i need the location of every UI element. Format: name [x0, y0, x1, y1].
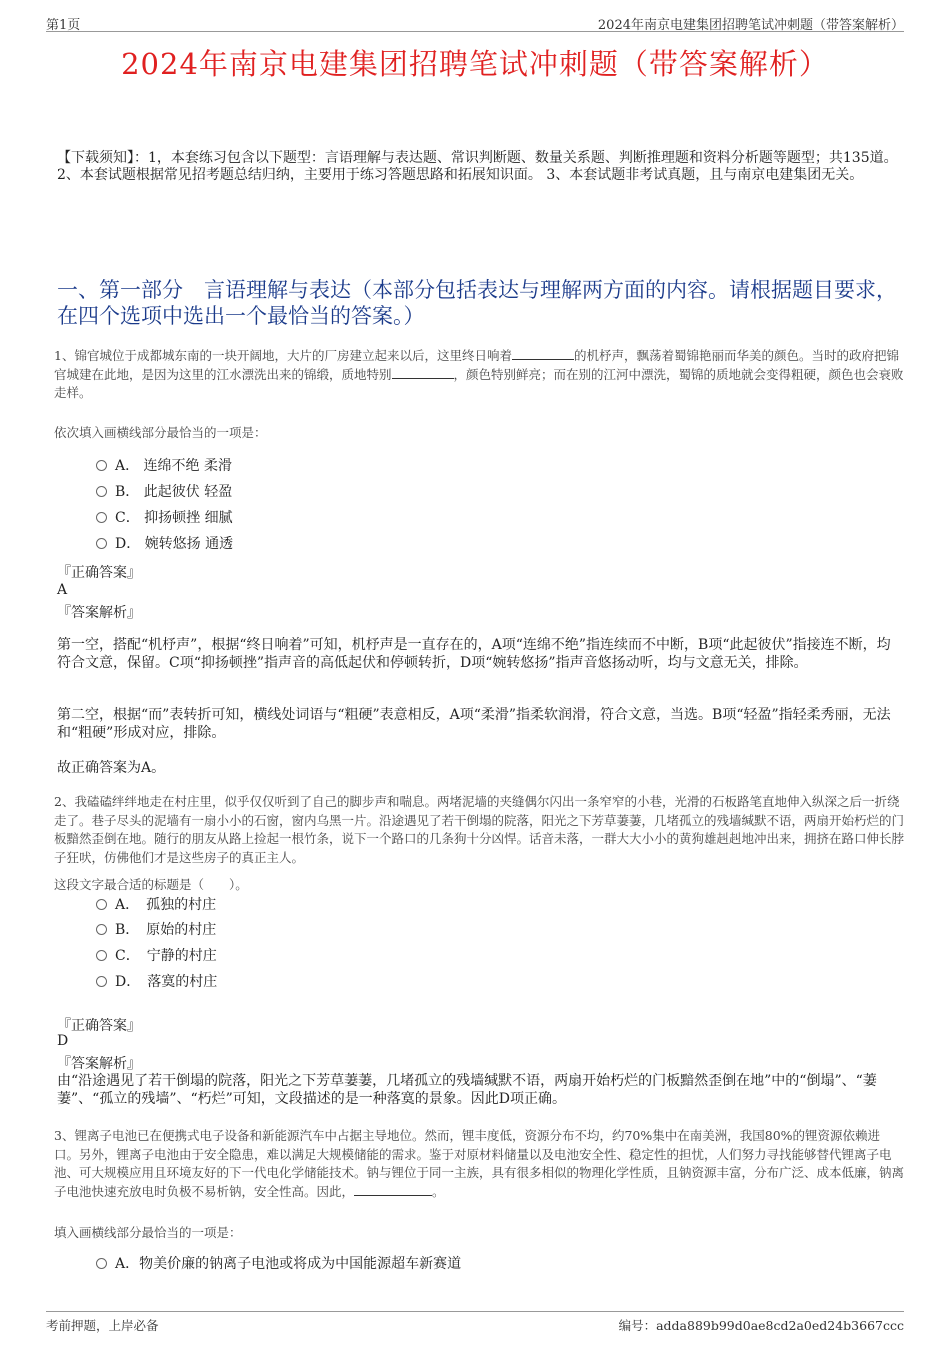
radio-icon[interactable]	[96, 976, 107, 987]
q3-text: 3、锂离子电池已在便携式电子设备和新能源汽车中占据主导地位。然而，锂丰度低，资源分布不均，约70%集中在南美洲，我国80%的锂资源依赖进口。另外，锂离子电池由于安全隐患，难以满足大规模储能的需求。鉴于对原材料储量以及电池安全性、稳定性的担忧，人们努力寻找能够替代锂离子电池、可大规模应用且环境友好的下一代电化学储能技术。钠与锂位于同一主族，具有很多相似的物理化学性质，且钠资源丰富，分布广泛、成本低廉，钠离子电池快速充放电时负极不易析钠，安全性高。因此，	[54, 1128, 905, 1199]
q1-conclusion: 故正确答案为A。	[57, 760, 166, 776]
q1-analysis-2: 第二空，根据“而”表转折可知，横线处词语与“粗硬”表意相反，A项“柔滑”指柔软润滑，符合文意，当选。B项“轻盈”指轻柔秀丽，无法和“粗硬”形成对应，排除。	[57, 707, 891, 741]
q2-answer-label: 『正确答案』	[57, 1018, 141, 1034]
question-1-text	[54, 347, 904, 403]
q1-option-a[interactable]: A． 连绵不绝 柔滑	[96, 456, 232, 476]
q2-option-b[interactable]: B． 原始的村庄	[96, 920, 216, 940]
q2-analysis-label: 『答案解析』	[57, 1056, 141, 1072]
question-2-text: 2、我磕磕绊绊地走在村庄里，似乎仅仅听到了自己的脚步声和喘息。两堵泥墙的夹缝偶尔闪出一条窄窄的小巷，光滑的石板路笔直地伸入纵深之后一折绕走了。巷子尽头的泥墙有一扇小小的石窗，窗内乌黑一片。沿途遇见了若干倒塌的院落，阳光之下芳草萋萋，几堵孤立的残墙缄默不语，两扇开始朽烂的门板黯然歪倒在地。随行的朋友从路上捡起一根竹条，说下一个路口的几条狗十分凶悍。话音未落，一群大大小小的黄狗雄赳赳地冲出来，拥挤在路口伸长脖子狂吠，仿佛他们才是这些房子的真正主人。	[54, 794, 905, 865]
q1-option-b[interactable]: B． 此起彼伏 轻盈	[96, 482, 232, 502]
section-heading: 一、第一部分 言语理解与表达（本部分包括表达与理解两方面的内容。请根据题目要求，在四个选项中选出一个最恰当的答案。）	[57, 278, 897, 328]
radio-icon[interactable]	[96, 538, 107, 549]
q1-analysis-1: 第一空，搭配“机杼声”，根据“终日响着”可知，机杼声是一直存在的，A项“连绵不绝”指连续而不中断，B项“此起彼伏”指接连不断，均符合文意，保留。C项“抑扬顿挫”指声音的高低起伏和停顿转折，D项“婉转悠扬”指声音悠扬动听，均与文意无关，排除。	[57, 637, 891, 671]
q1-option-d[interactable]: D． 婉转悠扬 通透	[96, 534, 233, 554]
q1-analysis-label: 『答案解析』	[57, 605, 141, 621]
q3-blank	[354, 1183, 432, 1196]
q1-answer: A	[57, 582, 68, 598]
header-doc-title: 2024年南京电建集团招聘笔试冲刺题（带答案解析）	[597, 18, 904, 33]
radio-icon[interactable]	[96, 950, 107, 961]
footer-doc-id: 编号：adda889b99d0ae8cd2a0ed24b3667ccc	[618, 1318, 904, 1333]
footer-slogan: 考前押题，上岸必备	[46, 1318, 159, 1333]
q2-answer: D	[57, 1033, 69, 1049]
q2-option-d[interactable]: D． 落寞的村庄	[96, 972, 217, 992]
q2-analysis: 由“沿途遇见了若干倒塌的院落，阳光之下芳草萋萋，几堵孤立的残墙缄默不语，两扇开始朽烂的门板黯然歪倒在地”中的“倒塌”、“萋萋”、“孤立的残墙”、“朽烂”可知，文段描述的是一种落寞的景象。因此D项正确。	[57, 1073, 877, 1107]
q1-text-part1: 1、锦官城位于成都城东南的一块开阔地，大片的厂房建立起来以后，这里终日响着	[54, 348, 512, 363]
radio-icon[interactable]	[96, 486, 107, 497]
q3-prompt: 填入画横线部分最恰当的一项是：	[54, 1225, 242, 1240]
q1-option-c[interactable]: C． 抑扬顿挫 细腻	[96, 508, 233, 528]
footer-divider	[46, 1311, 904, 1312]
q1-blank-1	[512, 347, 574, 360]
q1-blank-2	[392, 366, 454, 379]
radio-icon[interactable]	[96, 460, 107, 471]
question-3-text	[54, 1127, 904, 1201]
page-number: 第1页	[46, 18, 81, 33]
radio-icon[interactable]	[96, 1258, 107, 1269]
q2-option-a[interactable]: A． 孤独的村庄	[96, 895, 216, 915]
radio-icon[interactable]	[96, 512, 107, 523]
radio-icon[interactable]	[96, 924, 107, 935]
q3-option-a[interactable]: A．物美价廉的钠离子电池或将成为中国能源超车新赛道	[96, 1254, 461, 1274]
q3-text-end: 。	[432, 1183, 445, 1199]
radio-icon[interactable]	[96, 899, 107, 910]
header-divider	[46, 31, 904, 32]
q1-answer-label: 『正确答案』	[57, 565, 141, 581]
q1-text-part3: ，颜色特别鲜亮；而在别的江河中漂洗，蜀锦的质地就会变得粗硬，颜色也会衰败走样。	[54, 366, 904, 400]
download-notice: 【下载须知】：1，本套练习包含以下题型：言语理解与表达题、常识判断题、数量关系题、判断推理题和资料分析题等题型；共135道。 2、本套试题根据常见招考题总结归纳，主要用于练习答题思路和拓展知识面。 3、本套试题非考试真题，且与南京电建集团无关。	[57, 150, 898, 183]
q2-prompt: 这段文字最合适的标题是（ ）。	[54, 877, 248, 892]
q1-prompt: 依次填入画横线部分最恰当的一项是：	[54, 425, 267, 440]
page-title: 2024年南京电建集团招聘笔试冲刺题（带答案解析）	[121, 47, 829, 81]
q2-option-c[interactable]: C． 宁静的村庄	[96, 946, 217, 966]
q1-text-part2: 的机杼声，飘荡着蜀锦艳丽而华美的颜色。当时的政府把锦官城建在此地，是因为这里的江水漂洗出来的锦缎，质地特别	[54, 348, 899, 382]
